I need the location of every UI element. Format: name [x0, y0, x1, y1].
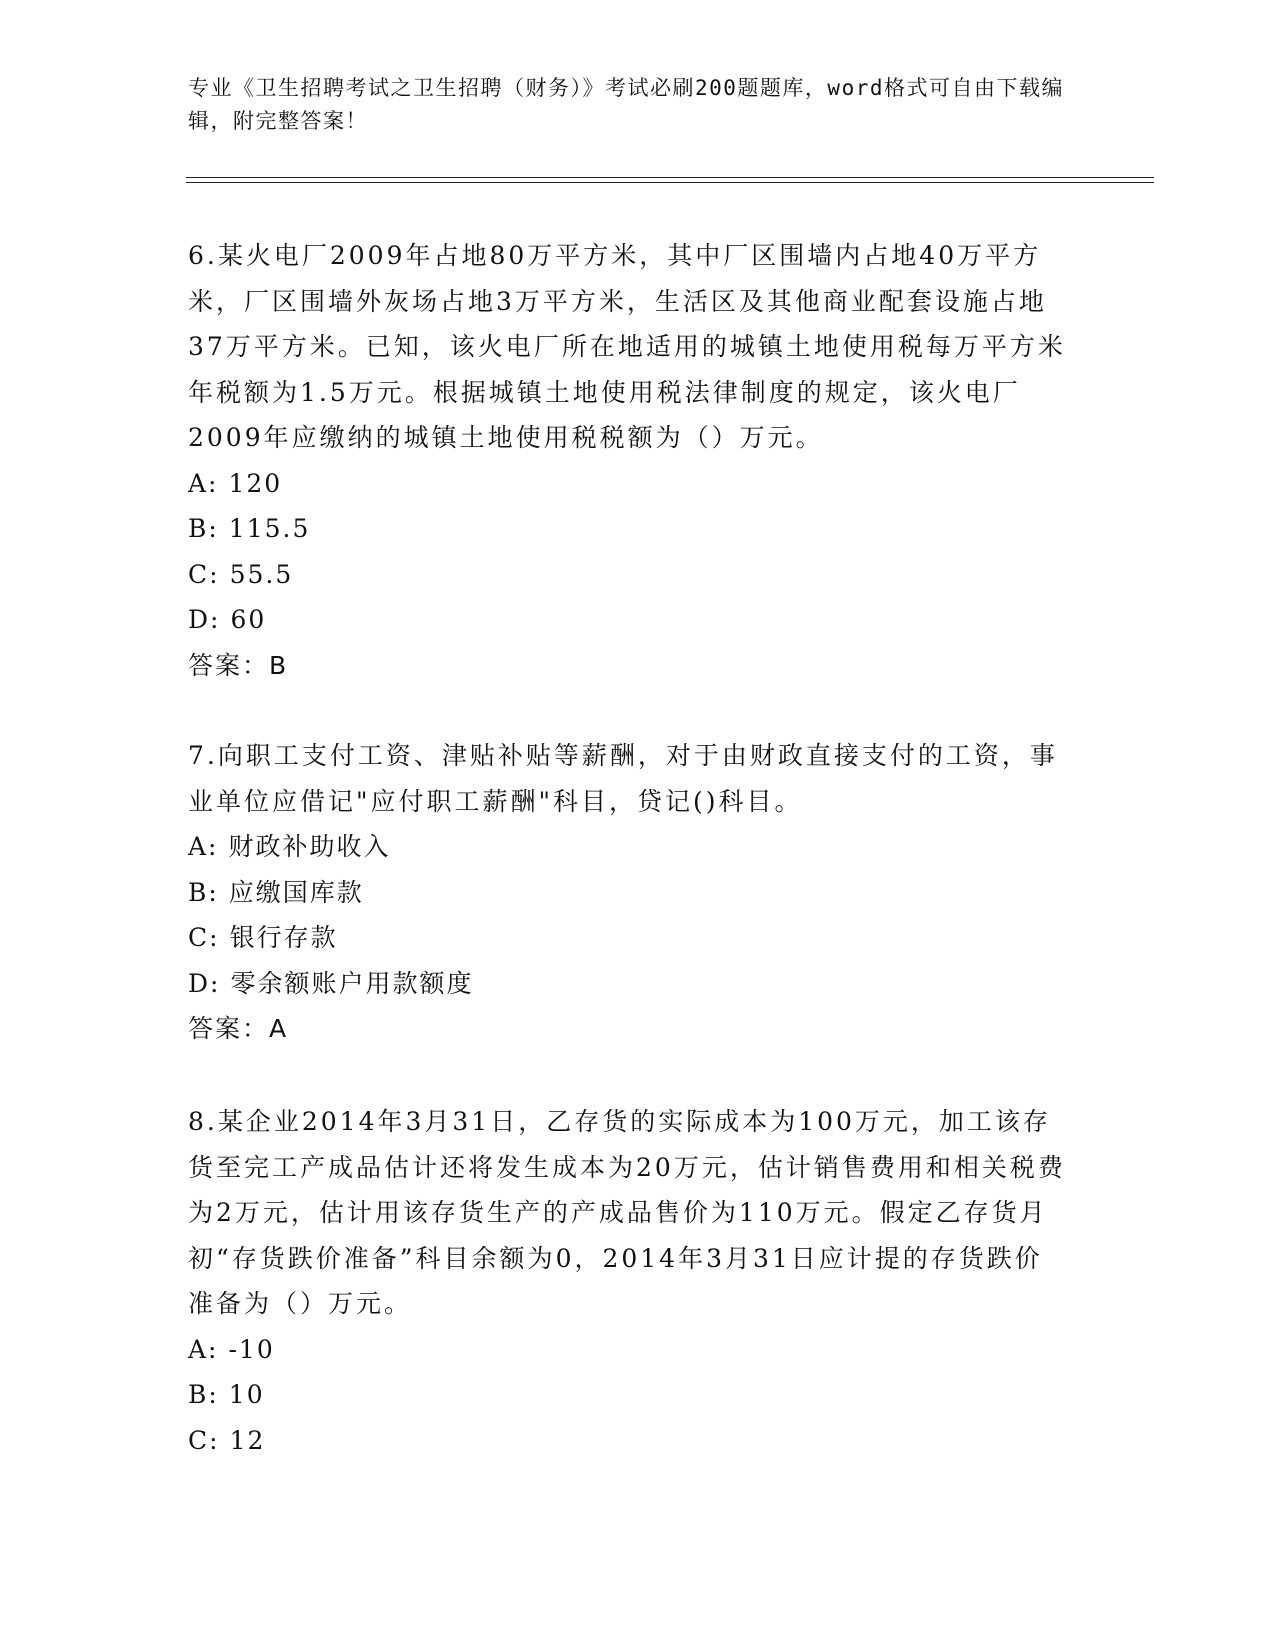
option-text: 115.5 — [228, 514, 311, 543]
option-text: 10 — [228, 1380, 265, 1409]
option-text: 财政补助收入 — [228, 832, 391, 861]
document-header — [188, 72, 1068, 138]
option-a — [188, 461, 1068, 507]
option-text: 60 — [230, 605, 267, 634]
header-divider-top — [186, 177, 1154, 178]
option-text: 零余额账户用款额度 — [230, 968, 474, 998]
question-7 — [188, 733, 1068, 1052]
option-key: A: — [188, 1334, 219, 1364]
option-key: A: — [188, 468, 219, 498]
question-stem: 8.某企业2014年3月31日，乙存货的实际成本为100万元，加工该存货至完工产成品估计还将发生成本为20万元，估计销售费用和相关税费为2万元，估计用该存货生产的产成品售价为110万元。假定乙存货月初“存货跌价准备”科目余额为0，2014年3月31日应计提的存货跌价准备为（）万元。 — [188, 1107, 1066, 1318]
answer-line: 答案：A — [188, 1014, 289, 1043]
option-text: 银行存款 — [229, 923, 338, 952]
option-b — [188, 870, 1068, 916]
question-6 — [188, 233, 1068, 688]
option-key: C: — [188, 1425, 220, 1455]
option-c — [188, 552, 1068, 598]
option-text: 12 — [229, 1425, 266, 1455]
option-text: 55.5 — [229, 559, 294, 589]
option-text: -10 — [228, 1334, 275, 1364]
option-b — [188, 506, 1068, 552]
option-key: D: — [188, 605, 221, 634]
option-a — [188, 1327, 1068, 1373]
option-key: D: — [188, 968, 221, 998]
option-text: 应缴国库款 — [228, 877, 364, 907]
option-d — [188, 961, 1068, 1007]
header-divider-bottom — [186, 182, 1154, 183]
document-title: 专业《卫生招聘考试之卫生招聘（财务）》考试必刷200题题库，word格式可自由下载编辑，附完整答案！ — [188, 76, 1064, 133]
answer-line: 答案：B — [188, 650, 289, 680]
option-c — [188, 1418, 1068, 1464]
question-stem: 7.向职工支付工资、津贴补贴等薪酬，对于由财政直接支付的工资，事业单位应借记"应付职工薪酬"科目，贷记()科目。 — [188, 741, 1058, 816]
option-b — [188, 1372, 1068, 1418]
option-d — [188, 597, 1068, 643]
option-key: C: — [188, 923, 220, 952]
option-a — [188, 824, 1068, 870]
option-text: 120 — [228, 468, 283, 498]
option-c — [188, 915, 1068, 961]
option-key: A: — [188, 832, 219, 861]
option-key: B: — [188, 1380, 219, 1409]
option-key: B: — [188, 877, 219, 907]
option-key: B: — [188, 514, 219, 543]
question-stem: 6.某火电厂2009年占地80万平方米，其中厂区围墙内占地40万平方米，厂区围墙外灰场占地3万平方米，生活区及其他商业配套设施占地37万平方米。已知，该火电厂所在地适用的城镇土地使用税每万平方米年税额为1.5万元。根据城镇土地使用税法律制度的规定，该火电厂2009年应缴纳的城镇土地使用税税额为（）万元。 — [188, 241, 1066, 452]
question-8 — [188, 1099, 1068, 1463]
option-key: C: — [188, 559, 220, 589]
